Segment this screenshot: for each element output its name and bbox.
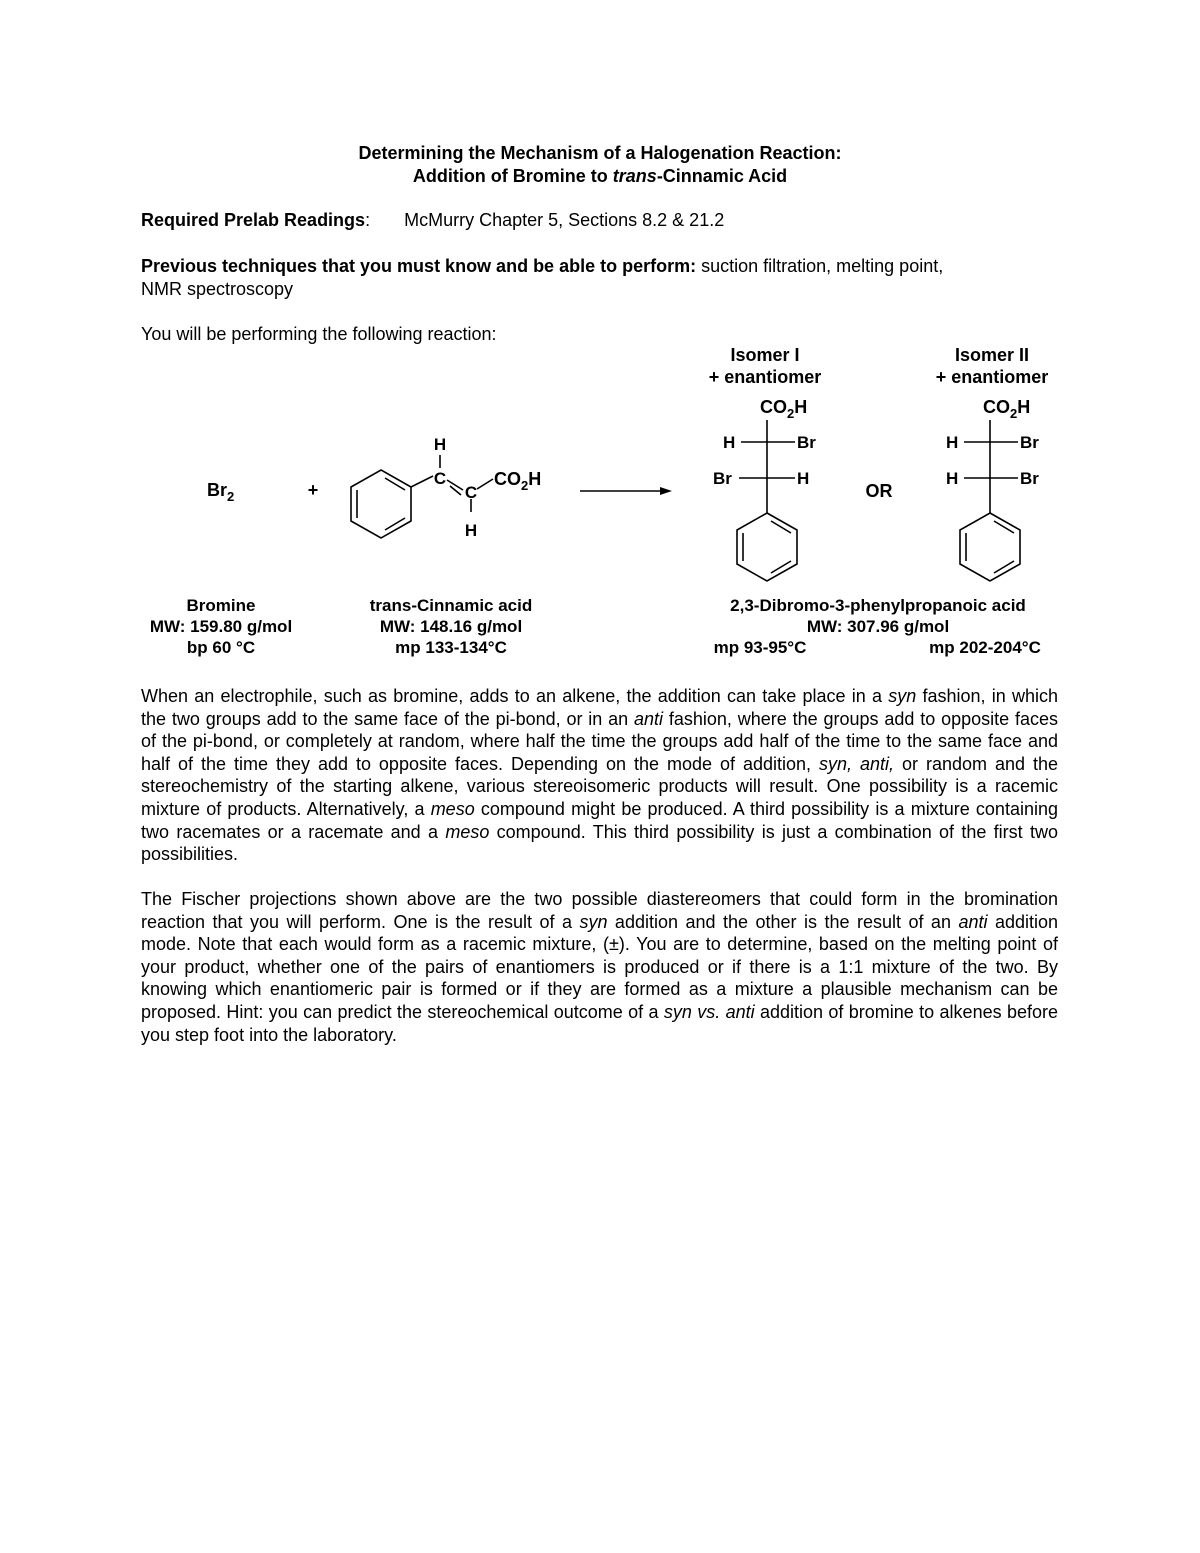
p1-italic-5: meso	[445, 821, 490, 842]
bromine-mw: MW: 159.80 g/mol	[149, 617, 293, 636]
p1-text-2: fashion, in which the two groups add to the same face of the pi-bond, or in an	[141, 686, 1058, 729]
p1-text-4: or random and the stereochemistry of the starting alkene, various stereoisomeric products will result. One possibility is a racemic mixture of products. Alternatively, a	[141, 753, 1058, 819]
isomer-1-structure	[713, 397, 816, 581]
product-label	[698, 595, 1058, 637]
svg-text:CO2H: $CO_2H$	[494, 469, 542, 493]
p2-text-2: addition and the other is the result of an	[607, 911, 959, 932]
p2-italic-2: anti	[958, 911, 988, 932]
techniques-label: Previous techniques that you must know and be able to perform:	[141, 256, 697, 276]
techniques-line-2: NMR spectroscopy	[141, 279, 294, 299]
p1-text-6: compound. This third possibility is just a combination of the first two possibilities.	[141, 821, 1058, 865]
cinnamic-acid-mp: mp 133-134°C	[395, 638, 507, 657]
isomer-2-subtitle: + enantiomer	[935, 367, 1049, 387]
p1-italic-2: anti	[634, 708, 664, 729]
product-name: 2,3-Dibromo-3-phenylpropanoic acid	[730, 596, 1026, 615]
title-line-2	[0, 166, 1200, 187]
p1-italic-1: syn	[888, 686, 917, 706]
isomer-2-structure	[946, 397, 1039, 581]
or-label: OR	[865, 481, 893, 501]
techniques-value: suction filtration, melting point,	[696, 256, 944, 276]
svg-text:Br2: $Br_2$	[207, 480, 235, 504]
svg-text:H: H	[946, 469, 959, 488]
svg-text:H: H	[464, 521, 478, 540]
isomer-1-mp: mp 93-95°C	[713, 638, 807, 657]
title-line-1: Determining the Mechanism of a Halogenation Reaction:	[358, 143, 842, 163]
p1-italic-3: syn, anti,	[818, 753, 894, 774]
svg-text:H: H	[797, 469, 810, 488]
bromine-bp: bp 60 °C	[186, 638, 256, 657]
cinnamic-acid-atoms	[434, 435, 541, 540]
reaction-arrow	[580, 487, 672, 495]
svg-text:Br: Br	[1020, 469, 1039, 488]
svg-text:Br: Br	[797, 433, 816, 452]
svg-text:Br: Br	[713, 469, 732, 488]
isomer-2-title: Isomer II	[954, 345, 1030, 365]
product-mw: MW: 307.96 g/mol	[806, 617, 950, 636]
p1-text-1: When an electrophile, such as bromine, adds to an alkene, the addition can take place in a	[141, 686, 889, 706]
plus-sign: +	[307, 480, 319, 500]
prelab-readings	[141, 210, 724, 231]
cinnamic-acid-label	[346, 595, 556, 658]
prelab-readings-colon: :	[365, 210, 371, 230]
techniques-line-1	[141, 256, 943, 277]
prelab-readings-label: Required Prelab Readings	[141, 210, 366, 230]
isomer-1-title: Isomer I	[730, 345, 800, 365]
paragraph-2	[141, 888, 1058, 1046]
p2-text-3: addition mode. Note that each would form as a racemic mixture, (±). You are to determine, based on the melting point of your product, whether one of the pairs of enantiomers is produced or if there is a 1:1 mixture of the two. By knowing which enantiomeric pair is formed or if they are formed as a mixture a plausible mechanism can be proposed. Hint: you can predict the stereochemical outcome of a	[141, 911, 1058, 1022]
bromine-name: Bromine	[186, 596, 256, 615]
cinnamic-acid-mw: MW: 148.16 g/mol	[379, 617, 523, 636]
p1-text-5: compound might be produced. A third possibility is a mixture containing two racemates or a racemate and a	[141, 798, 1058, 842]
title-line-2-post: -Cinnamic Acid	[656, 166, 788, 186]
p1-text-3: fashion, where the groups add to opposite faces of the pi-bond, or completely at random, where half the time the groups add half of the time to the same face and half of the time they add to opposite faces. Depending on the mode of addition,	[141, 708, 1058, 774]
bromine-formula	[207, 480, 234, 504]
cinnamic-acid-name: trans-Cinnamic acid	[369, 596, 533, 615]
svg-text:Br: Br	[1020, 433, 1039, 452]
p1-italic-4: meso	[430, 798, 475, 819]
paragraph-1	[141, 685, 1058, 866]
isomer-1-subtitle: + enantiomer	[708, 367, 822, 387]
title-line-2-pre: Addition of Bromine to	[412, 166, 613, 186]
isomer-2-mp: mp 202-204°C	[929, 638, 1041, 657]
bromine-label	[131, 595, 311, 658]
svg-text:H: H	[723, 433, 736, 452]
p2-text-4: addition of bromine to alkenes before you step foot into the laboratory.	[141, 1001, 1058, 1045]
svg-text:C: C	[464, 483, 478, 502]
svg-text:CO2H: $CO_2H$	[983, 397, 1031, 421]
p2-text-1: The Fischer projections shown above are the two possible diastereomers that could form in the bromination reaction that you will perform. One is the result of a	[141, 889, 1058, 932]
svg-text:CO2H: $CO_2H$	[760, 397, 808, 421]
svg-text:C: C	[433, 469, 447, 488]
p2-italic-1: syn	[579, 911, 608, 932]
reaction-intro: You will be performing the following reaction:	[141, 324, 497, 344]
title-line-2-italic: trans	[612, 166, 657, 186]
svg-text:H: H	[433, 435, 447, 454]
prelab-readings-value: McMurry Chapter 5, Sections 8.2 & 21.2	[404, 210, 725, 230]
svg-text:H: H	[946, 433, 959, 452]
p2-italic-3: syn vs. anti	[663, 1001, 755, 1022]
